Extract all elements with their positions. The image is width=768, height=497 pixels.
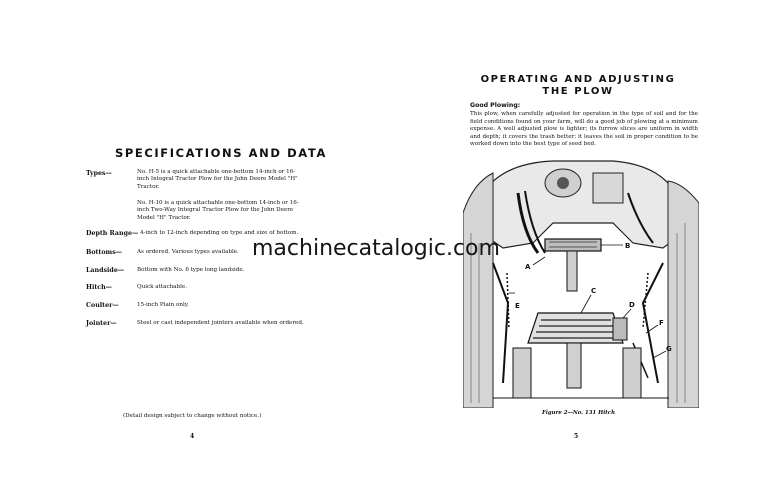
spec-text-bottoms: As ordered. Various types available. (137, 249, 239, 255)
figure-label-d: D (629, 301, 635, 309)
spec-text-depth-range: 4-inch to 12-inch depending on type and size of bottom. (140, 230, 299, 236)
operating-title (478, 74, 678, 98)
spec-text-hitch: Quick attachable. (137, 284, 187, 290)
spec-label-types: Types— (86, 170, 112, 177)
good-plowing-paragraph: This plow, when carefully adjusted for operation in the type of soil and for the field conditions found on your farm, will do a good job of plowing at a minimum expense. A well adjusted plow is lighter; its furrow slices are uniform in width and depth; it covers the trash better; it leaves the soil in proper condition to be worked down into the best type of seed bed. (470, 111, 698, 148)
title-line-2: THE PLOW (542, 86, 614, 97)
page-number-left: 4 (190, 433, 195, 440)
title-line-1: OPERATING AND ADJUSTING (480, 74, 676, 85)
figure-label-f: F (659, 319, 664, 327)
spec-label-bottoms: Bottoms— (86, 249, 123, 256)
figure-label-b: B (625, 242, 631, 250)
spec-label-coulter: Coulter— (86, 302, 119, 309)
spec-text-types-h10: No. H-10 is a quick attachable one-bottom 14-inch or 16-inch Two-Way Integral Tractor Plow for the John Deere Model "H" Tractor. (137, 200, 299, 221)
figure-label-g: G (666, 345, 672, 353)
spec-text-types-h5: No. H-5 is a quick attachable one-bottom 14-inch or 16-inch Integral Tractor Plow for the John Deere Model "H" Tractor. (137, 169, 298, 190)
spec-label-jointer: Jointer— (86, 320, 117, 327)
figure-label-a: A (525, 263, 531, 271)
footnote: (Detail design subject to change without notice.) (123, 413, 262, 419)
spec-text-coulter: 15-inch Plain only. (137, 302, 189, 308)
figure-label-c: C (591, 287, 597, 295)
figure-label-e: E (515, 302, 520, 310)
spec-text-landside: Bottom with No. 6 type long landside. (137, 267, 245, 273)
spec-text-jointer: Steel or cast independent jointers available when ordered. (137, 320, 304, 326)
hitch-figure (463, 153, 699, 408)
good-plowing-subheading: Good Plowing: (470, 102, 521, 109)
specifications-title: SPECIFICATIONS AND DATA (115, 146, 327, 160)
spec-label-hitch: Hitch— (86, 284, 112, 291)
watermark-text: machinecatalogic.com (252, 236, 500, 261)
spec-label-landside: Landside— (86, 267, 125, 274)
spec-label-depth-range: Depth Range— (86, 230, 139, 237)
figure-caption: Figure 2—No. 131 Hitch (542, 410, 615, 416)
page-number-right: 5 (574, 433, 579, 440)
